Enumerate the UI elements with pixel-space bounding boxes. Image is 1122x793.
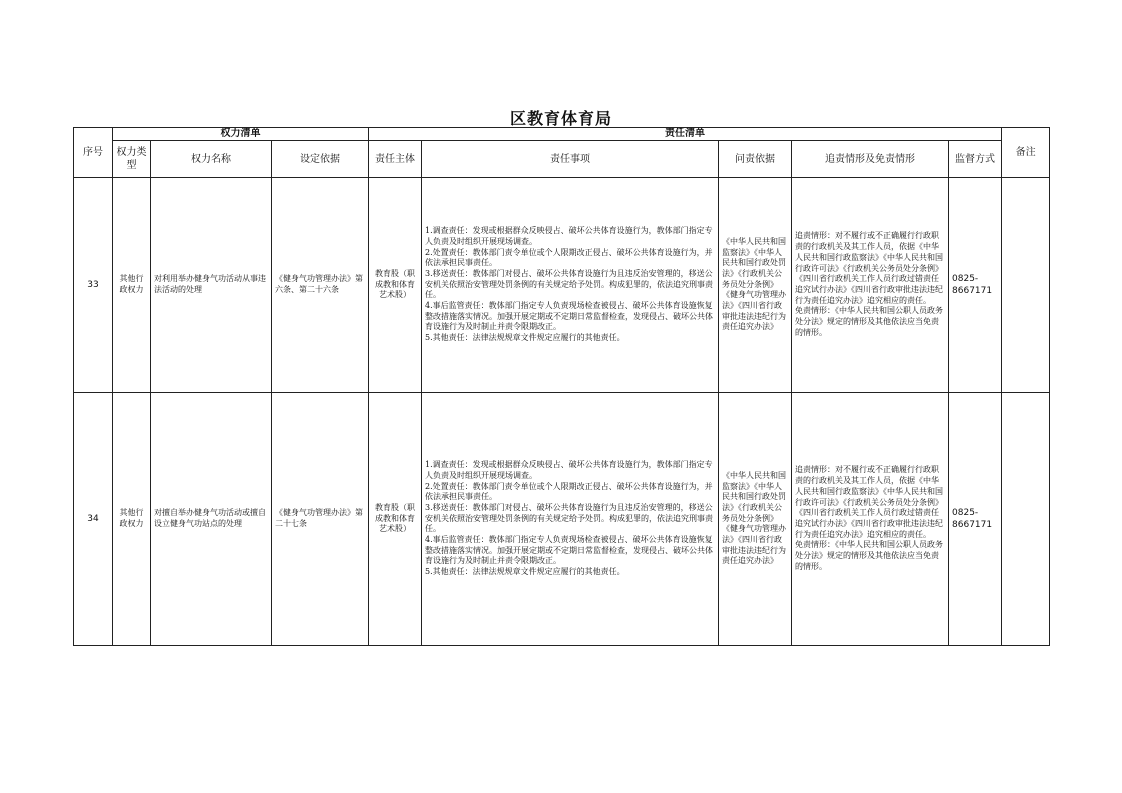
cell-accountability: 《中华人民共和国监察法》《中华人民共和国行政处罚法》《行政机关公务员处分条例》《健身气功管理办法》《四川省行政审批违法违纪行为责任追究办法》 [719,393,792,646]
group-header-power-list: 权力清单 [113,128,369,141]
cell-subject: 教育股（职成教和体育艺术股） [369,393,422,646]
exemption-exempt: 免责情形：《中华人民共和国公职人员政务处分法》规定的情形及其他依法应当免责的情形。 [795,306,944,337]
cell-supervision: 0825-8667171 [949,393,1002,646]
cell-supervision: 0825-8667171 [949,178,1002,393]
power-responsibility-table [73,127,1050,646]
cell-exemption [792,178,949,393]
col-header-exemption: 追责情形及免责情形 [792,141,949,178]
cell-seq: 34 [74,393,113,646]
exemption-pursue: 追责情形：对不履行或不正确履行行政职责的行政机关及其工作人员，依据《中华人民共和国行政监察法》《中华人民共和国行政许可法》《行政机关公务员处分条例》《四川省行政机关工作人员行政过错责任追究试行办法》《四川省行政审批违法违纪行为责任追究办法》追究相应的责任。 [795,231,944,305]
exemption-exempt: 免责情形：《中华人民共和国公职人员政务处分法》规定的情形及其他依法应当免责的情形。 [795,540,944,571]
cell-matters [422,178,719,393]
cell-basis: 《健身气功管理办法》第二十七条 [272,393,369,646]
matter-item: 3.移送责任：教体部门对侵占、破坏公共体育设施行为且违反治安管理的，移送公安机关依照治安管理处罚条例的有关规定给予处罚。构成犯罪的，依法追究刑事责任。 [425,268,714,300]
cell-power-name: 对利用举办健身气功活动从事违法活动的处理 [151,178,272,393]
cell-remark [1002,178,1050,393]
cell-matters [422,393,719,646]
cell-basis: 《健身气功管理办法》第六条、第二十六条 [272,178,369,393]
cell-exemption [792,393,949,646]
matter-item: 4.事后监管责任：教体部门指定专人负责现场检查被侵占、破坏公共体育设施恢复整改措施落实情况。加强开展定期或不定期日常监督检查，发现侵占、破坏公共体育设施行为及时制止并责令限期改正。 [425,535,714,566]
col-header-accountability: 问责依据 [719,141,792,178]
matter-item: 4.事后监管责任：教体部门指定专人负责现场检查被侵占、破坏公共体育设施恢复整改措施落实情况。加强开展定期或不定期日常监督检查，发现侵占、破坏公共体育设施行为及时制止并责令限期改正。 [425,301,714,332]
col-header-power-type: 权力类型 [113,141,151,178]
table-row [74,178,1050,393]
cell-seq: 33 [74,178,113,393]
matter-item: 2.处置责任：教体部门责令单位或个人限期改正侵占、破坏公共体育设施行为，并依法承担民事责任。 [425,481,713,502]
matter-item: 1.调查责任：发现或根据群众反映侵占、破坏公共体育设施行为，教体部门指定专人负责及时组织开展现场调查。 [425,460,713,480]
col-header-remark: 备注 [1002,128,1050,178]
exemption-pursue: 追责情形：对不履行或不正确履行行政职责的行政机关及其工作人员，依据《中华人民共和国行政监察法》《中华人民共和国行政许可法》《行政机关公务员处分条例》《四川省行政机关工作人员行政过错责任追究试行办法》《四川省行政审批违法违纪行为责任追究办法》追究相应的责任。 [795,465,944,539]
table-row [74,393,1050,646]
col-header-matters: 责任事项 [422,141,719,178]
cell-power-name: 对擅自举办健身气功活动或擅自设立健身气功站点的处理 [151,393,272,646]
col-header-supervision: 监督方式 [949,141,1002,178]
matter-item: 5.其他责任：法律法规规章文件规定应履行的其他责任。 [425,333,625,343]
matter-item: 5.其他责任：法律法规规章文件规定应履行的其他责任。 [425,567,625,577]
matter-item: 2.处置责任：教体部门责令单位或个人限期改正侵占、破坏公共体育设施行为，并依法承担民事责任。 [425,247,713,268]
matter-item: 1.调查责任：发现或根据群众反映侵占、破坏公共体育设施行为，教体部门指定专人负责及时组织开展现场调查。 [425,226,713,246]
cell-power-type: 其他行政权力 [113,178,151,393]
col-header-seq: 序号 [74,128,113,178]
group-header-row [74,128,1050,141]
col-header-power-name: 权力名称 [151,141,272,178]
cell-power-type: 其他行政权力 [113,393,151,646]
group-header-responsibility-list: 责任清单 [369,128,1002,141]
cell-accountability: 《中华人民共和国监察法》《中华人民共和国行政处罚法》《行政机关公务员处分条例》《健身气功管理办法》《四川省行政审批违法违纪行为责任追究办法》 [719,178,792,393]
cell-remark [1002,393,1050,646]
col-header-basis: 设定依据 [272,141,369,178]
matter-item: 3.移送责任：教体部门对侵占、破坏公共体育设施行为且违反治安管理的，移送公安机关依照治安管理处罚条例的有关规定给予处罚。构成犯罪的，依法追究刑事责任。 [425,502,714,534]
col-header-subject: 责任主体 [369,141,422,178]
document-title: 区教育体育局 [509,109,612,128]
cell-subject: 教育股（职成教和体育艺术股） [369,178,422,393]
column-header-row [74,141,1050,178]
